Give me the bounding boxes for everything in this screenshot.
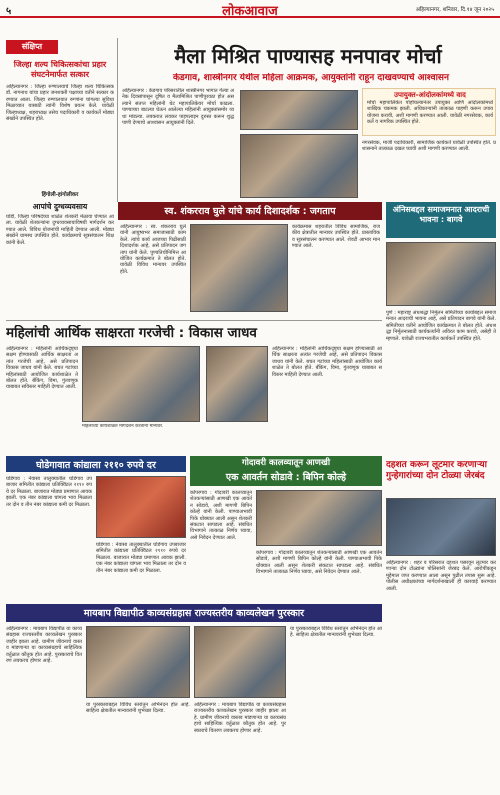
page-number: ५ bbox=[6, 6, 12, 17]
lead-box-body: मोर्चा महापालिकेत पोहोचल्यानंतर उपायुक्त आणि आंदोलकांमध्ये शाब्दिक चकमक झाली. अधिकाऱ्यांनी तात्काळ पाहणी करून उपाययोजना करावी, अशी मागणी करण्यात आली. यावेळी नगरसेवक, कार्यकर्ते व नागरिक उपस्थित होते. bbox=[367, 100, 493, 126]
mayabai-body: अहिल्यानगर : मायबाप विद्यापीठ या काव्यसंग्रहास राज्यस्तरीय काव्यलेखन पुरस्कार जाहीर झाला आहे. ग्रामीण जीवनाचे वास्तव मांडणाऱ्या या काव्यसंग्रहाचे साहित्यिक वर्तुळात कौतुक होत आहे. पुरस्काराचे वितरण लवकरच होणार आहे. bbox=[6, 626, 82, 665]
mayabai-photo bbox=[86, 626, 190, 698]
shankar-body: अहिल्यानगर : स्व. शंकरराव घुले यांनी आयुष्यभर समाजासाठी काम केले. त्यांचे कार्य आजच्या पिढीसाठी दिशादर्शक आहे, असे प्रतिपादन जगताप यांनी केले. पुण्यतिथीनिमित्त आयोजित कार्यक्रमात ते बोलत होते. यावेळी विविध मान्यवर उपस्थित होते. bbox=[120, 224, 186, 275]
lead-headline: मैला मिश्रित पाण्यासह मनपावर मोर्चा bbox=[174, 44, 442, 68]
dashat-illustration bbox=[386, 498, 496, 556]
dashat-headline: दहशत करून लूटमार करणाऱ्या गुन्हेगारांच्या दोन टोळ्या जेरबंद bbox=[386, 460, 487, 481]
anis-photo bbox=[386, 242, 496, 306]
onion-photo bbox=[96, 476, 186, 538]
jadhav-body-2: अहिल्यानगर : महिलांनी आर्थिकदृष्ट्या सक्षम होण्यासाठी आर्थिक साक्षरता अत्यंत गरजेची आहे, असे प्रतिपादन विकास जाधव यांनी केले. बचत गटांच्या महिलांसाठी आयोजित कार्यशाळेत ते बोलत होते. बँकिंग, विमा, गुंतवणूक याबाबत सविस्तर माहिती देण्यात आली. bbox=[272, 346, 382, 378]
sidebar-story1-title: जिल्हा शल्य चिकित्सकांचा प्रहार संघटनेमार्फत सत्कार bbox=[13, 60, 107, 79]
godavari-body: कोपरगाव : गोदावरी कालव्यातून शेतकऱ्यांसाठी आणखी एक आवर्तन सोडावे, अशी मागणी बिपिन कोल्हे यांनी केली. पाण्याअभावी पिके धोक्यात आली असून शेतकरी संकटात सापडला आहे. संबंधित विभागाने तात्काळ निर्णय घ्यावा, असे निवेदन देण्यात आले. bbox=[190, 490, 252, 541]
lead-sidebox bbox=[362, 88, 496, 136]
ghoda-banner bbox=[6, 456, 186, 472]
lead-photo-2 bbox=[240, 134, 358, 198]
sidebar-story2-title: आपांचे दुग्धव्यवसाय bbox=[32, 202, 88, 211]
ghoda-body-2: घोडेगाव : नेवासा तालुक्यातील घोडेगाव उपबाजार समितीत कांद्याला प्रतिक्विंटल २११० रुपये दर मिळाला. बाजारात मोठ्या प्रमाणात आवक झाली. एक नंबर कांद्याला चांगला भाव मिळाला तर दोन व तीन नंबर कांद्याला कमी दर मिळाला. bbox=[96, 542, 186, 574]
anis-headline: अंनिसबद्दल समाजमनात आदराची भावना : बागवे bbox=[392, 205, 490, 224]
godavari-photo bbox=[256, 490, 382, 546]
godavari-headline: गोदावरी कालव्यातून आणखी bbox=[241, 458, 331, 468]
mayabai-body-4: या पुरस्काराबद्दल विविध स्तरांतून अभिनंदन होत आहे. साहित्य क्षेत्रातील मान्यवरांनी शुभेच्छा दिल्या. bbox=[290, 626, 382, 639]
edition-info: अहिल्यानगर, शनिवार, दि.१४ जून २०२५ bbox=[415, 7, 494, 13]
shankar-body-2: कार्यक्रमास शहरातील विविध सामाजिक, राजकीय क्षेत्रातील मान्यवर उपस्थित होते. प्रास्ताविक व सूत्रसंचालन करण्यात आले. शेवटी आभार मानण्यात आले. bbox=[292, 224, 380, 250]
mayabai-body-2: या पुरस्काराबद्दल विविध स्तरांतून अभिनंदन होत आहे. साहित्य क्षेत्रातील मान्यवरांनी शुभेच्छा दिल्या. bbox=[86, 702, 190, 715]
ghoda-body: घोडेगाव : नेवासा तालुक्यातील घोडेगाव उपबाजार समितीत कांद्याला प्रतिक्विंटल २११० रुपये दर मिळाला. बाजारात मोठ्या प्रमाणात आवक झाली. एक नंबर कांद्याला चांगला भाव मिळाला तर दोन व तीन नंबर कांद्याला कमी दर मिळाला. bbox=[6, 476, 92, 508]
lead-subheadline: केडगाव, शास्त्रीनगर येथील महिला आक्रमक, आयुक्तांनी राहून दाखवण्याचे आश्वासन bbox=[172, 73, 450, 83]
section-label: संक्षिप्त bbox=[6, 40, 58, 54]
jadhav-photo bbox=[82, 346, 200, 422]
jadhav-caption: महिलांच्या कार्यशाळेत मार्गदर्शन करताना मान्यवर. bbox=[82, 424, 164, 429]
sidebar-story2-body: घोडी, जिल्हा परिषदेच्या शाळेत शेतकरी मेळावा घेण्यात आला. यावेळी शेतकऱ्यांना दुग्धव्यवसायाविषयी मार्गदर्शन करण्यात आले. विविध योजनांची माहिती देण्यात आली. मोठ्या संख्येने ग्रामस्थ उपस्थित होते. कार्यक्रमाचे सूत्रसंचालन शिक्षकांनी केले. bbox=[6, 214, 114, 246]
newspaper-logo: लोकआवाज bbox=[222, 4, 278, 18]
masthead bbox=[0, 0, 500, 18]
dashat-body: अहिल्यानगर : शहर व परिसरात दहशत पसरवून लूटमार करणाऱ्या दोन टोळ्यांना पोलिसांनी जेरबंद केले. आरोपींकडून मुद्देमाल जप्त करण्यात आला असून पुढील तपास सुरू आहे. पोलीस अधीक्षकांच्या मार्गदर्शनाखाली ही कारवाई करण्यात आली. bbox=[386, 560, 496, 592]
shankar-headline: स्व. शंकरराव घुले यांचे कार्य दिशादर्शक : जगताप bbox=[164, 206, 336, 217]
lead-right-col: नगरसेवक, माजी पदाधिकारी, सामाजिक कार्यकर्ते यावेळी उपस्थित होते. प्रशासनाने तात्काळ दखल घ्यावी अशी मागणी करण्यात आली. bbox=[362, 140, 496, 153]
lead-photo bbox=[240, 90, 358, 130]
jadhav-headline: महिलांची आर्थिक साक्षरता गरजेची : विकास जाधव bbox=[6, 325, 257, 341]
lead-body: अहिल्यानगर : केडगाव परिसरातील शास्त्रीनगर भागात गेल्या अनेक दिवसांपासून दूषित व मैलामिश्रित पाणीपुरवठा होत असल्याने संतप्त महिलांनी थेट महापालिकेवर मोर्चा काढला. पाण्याच्या बाटल्या घेऊन आलेल्या महिलांनी आयुक्तांसमोर व्यथा मांडल्या. लवकरात लवकर पाइपलाइन दुरुस्त करून शुद्ध पाणी देण्याचे आश्वासन आयुक्तांनी दिले. bbox=[122, 88, 234, 127]
mayabai-photo-2 bbox=[194, 626, 286, 698]
sidebar-story1-body: अहिल्यानगर : जिल्हा रुग्णालयाचे जिल्हा शल्य चिकित्सक डॉ. नागनाथ यांचा प्रहार जनशक्ती पक्षाच्या वतीने सत्कार करण्यात आला. जिल्हा रुग्णालयात रुग्णांना चांगल्या सुविधा मिळाव्यात यासाठी त्यांनी विशेष प्रयत्न केले. यावेळी जिल्हाध्यक्ष, शहराध्यक्ष तसेच पदाधिकारी व कार्यकर्ते मोठ्या संख्येने उपस्थित होते. bbox=[6, 84, 114, 123]
shankar-photo bbox=[190, 224, 288, 312]
sidebar-story1-sig: हिंगोली-हांगोलीकर bbox=[41, 192, 79, 198]
shankar-banner bbox=[118, 202, 382, 220]
ghoda-headline: घोडेगावात कांद्याला २११० रुपये दर bbox=[36, 460, 156, 471]
mayabai-body-3: अहिल्यानगर : मायबाप विद्यापीठ या काव्यसंग्रहास राज्यस्तरीय काव्यलेखन पुरस्कार जाहीर झाला आहे. ग्रामीण जीवनाचे वास्तव मांडणाऱ्या या काव्यसंग्रहाचे साहित्यिक वर्तुळात कौतुक होत आहे. पुरस्काराचे वितरण लवकरच होणार आहे. bbox=[194, 702, 286, 734]
anis-banner bbox=[386, 202, 496, 238]
anis-body: पुणे : महाराष्ट्र अंधश्रद्धा निर्मूलन समितीच्या कार्याबद्दल समाजमनात आदराची भावना आहे, असे प्रतिपादन बागवे यांनी केले. समितीच्या वतीने आयोजित कार्यक्रमात ते बोलत होते. अंधश्रद्धा निर्मूलनासाठी कार्यकर्त्यांनी अविरत काम करावे, असेही ते म्हणाले. यावेळी राज्यभरातील कार्यकर्ते उपस्थित होते. bbox=[386, 310, 496, 342]
godavari-banner bbox=[190, 456, 382, 486]
mayabai-headline: मायबाप विद्यापीठ काव्यसंग्रहास राज्यस्तरीय काव्यलेखन पुरस्कार bbox=[83, 608, 305, 619]
jadhav-body: अहिल्यानगर : महिलांनी आर्थिकदृष्ट्या सक्षम होण्यासाठी आर्थिक साक्षरता अत्यंत गरजेची आहे, असे प्रतिपादन विकास जाधव यांनी केले. बचत गटांच्या महिलांसाठी आयोजित कार्यशाळेत ते बोलत होते. बँकिंग, विमा, गुंतवणूक याबाबत सविस्तर माहिती देण्यात आली. bbox=[6, 346, 78, 391]
godavari-subheadline: एक आवर्तन सोडावे : बिपिन कोल्हे bbox=[225, 472, 347, 483]
jadhav-photo-2 bbox=[206, 346, 268, 422]
lead-box-title: उपायुक्त-आंदोलकांमध्ये वाद bbox=[394, 91, 466, 99]
divider-1 bbox=[6, 320, 382, 321]
mayabai-banner bbox=[6, 604, 382, 622]
godavari-body-2: कोपरगाव : गोदावरी कालव्यातून शेतकऱ्यांसाठी आणखी एक आवर्तन सोडावे, अशी मागणी बिपिन कोल्हे यांनी केली. पाण्याअभावी पिके धोक्यात आली असून शेतकरी संकटात सापडला आहे. संबंधित विभागाने तात्काळ निर्णय घ्यावा, असे निवेदन देण्यात आले. bbox=[256, 550, 382, 576]
